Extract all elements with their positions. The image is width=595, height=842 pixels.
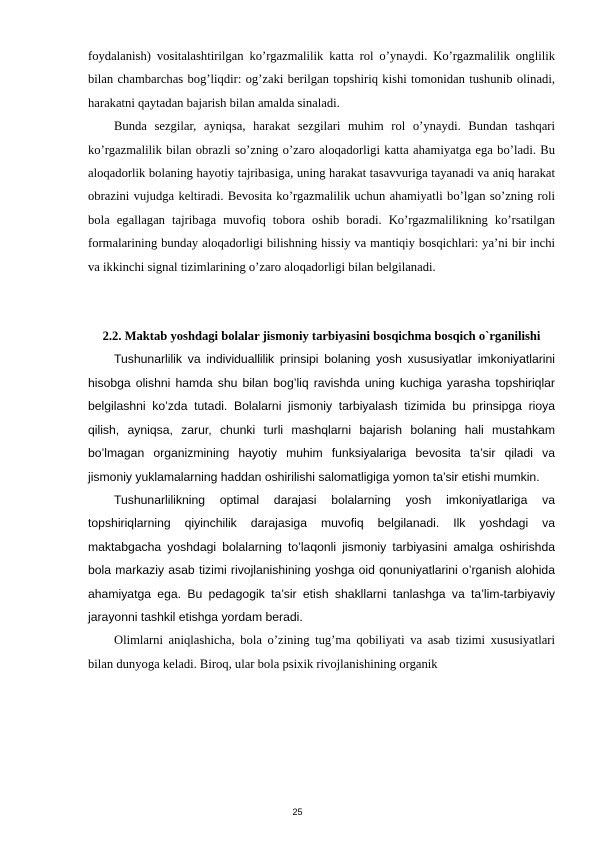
section-spacer <box>88 279 555 325</box>
page-number: 25 <box>292 807 303 817</box>
document-page <box>88 45 555 676</box>
paragraph-optimal-level: Tushunarlilikning optimal darajasi bolalarning yosh imkoniyatlariga va topshiriqlarning qiyinchilik darajasiga muvofiq belgilanadi. Ilk yoshdagi va maktabgacha yoshdagi bolalarning to’laqonli jismoniy tarbiyasini amalga oshirishda bola markaziy asab tizimi rivojlanishining yoshga oid qonuniyatlarini o’rganish alohida ahamiyatga ega. Bu pedagogik ta’sir etish shakllarni tanlashga va ta’lim-tarbiyaviy jarayonni tashkil etishga yordam beradi. <box>88 492 555 624</box>
paragraph-scientists: Olimlarni aniqlashicha, bola o’zining tug’ma qobiliyati va asab tizimi xususiyatlari bilan dunyoga keladi. Biroq, ular bola psixik rivojlanishining organik <box>88 633 555 671</box>
section-heading: 2.2. Maktab yoshdagi bolalar jismoniy tarbiyasini bosqichma bosqich o`rganilishi <box>102 329 541 344</box>
paragraph-principle: Tushunarlilik va individuallilik prinsipi bolaning yosh xususiyatlar imkoniyatlarini hisobga olishni hamda shu bilan bog’liq ravishda uning kuchiga yarasha topshiriqlar belgilashni ko’zda tutadi. Bolalarni jismoniy tarbiyalash tizimida bu prinsipga rioya qilish, ayniqsa, zarur, chunki turli mashqlarni bajarish bolaning hali mustahkam bo’lmagan organizmining hayotiy muhim funksiyalariga bevosita ta’sir qiladi va jismoniy yuklamalarning haddan oshirilishi salomatligiga yomon ta’sir etishi mumkin. <box>88 352 555 484</box>
paragraph-senses: Bunda sezgilar, ayniqsa, harakat sezgilari muhim rol o’ynaydi. Bundan tashqari ko’rgazmalilik bilan obrazli so’zning o’zaro aloqadorligi katta ahamiyatga ega bo’ladi. Bu aloqadorlik bolaning hayotiy tajribasiga, uning harakat tasavvuriga tayanadi va aniq harakat obrazini vujudga keltiradi. Bevosita ko’rgazmalilik uchun ahamiyatli bo’lgan so’zning roli bola egallagan tajribaga muvofiq tobora oshib boradi. Ko’rgazmalilikning ko’rsatilgan formalarining bunday aloqadorligi bilishning hissiy va mantiqiy bosqichlari: ya’ni bir inchi va ikkinchi signal tizimlarining o’zaro aloqadorligi bilan belgilanadi. <box>88 119 555 274</box>
paragraph-continued: foydalanish) vositalashtirilgan ko’rgazmalilik katta rol o’ynaydi. Ko’rgazmalilik onglilik bilan chambarchas bog’liqdir: og’zaki berilgan topshiriq kishi tomonidan tushunib olinadi, harakatni qaytadan bajarish bilan amalda sinaladi. <box>88 49 555 110</box>
